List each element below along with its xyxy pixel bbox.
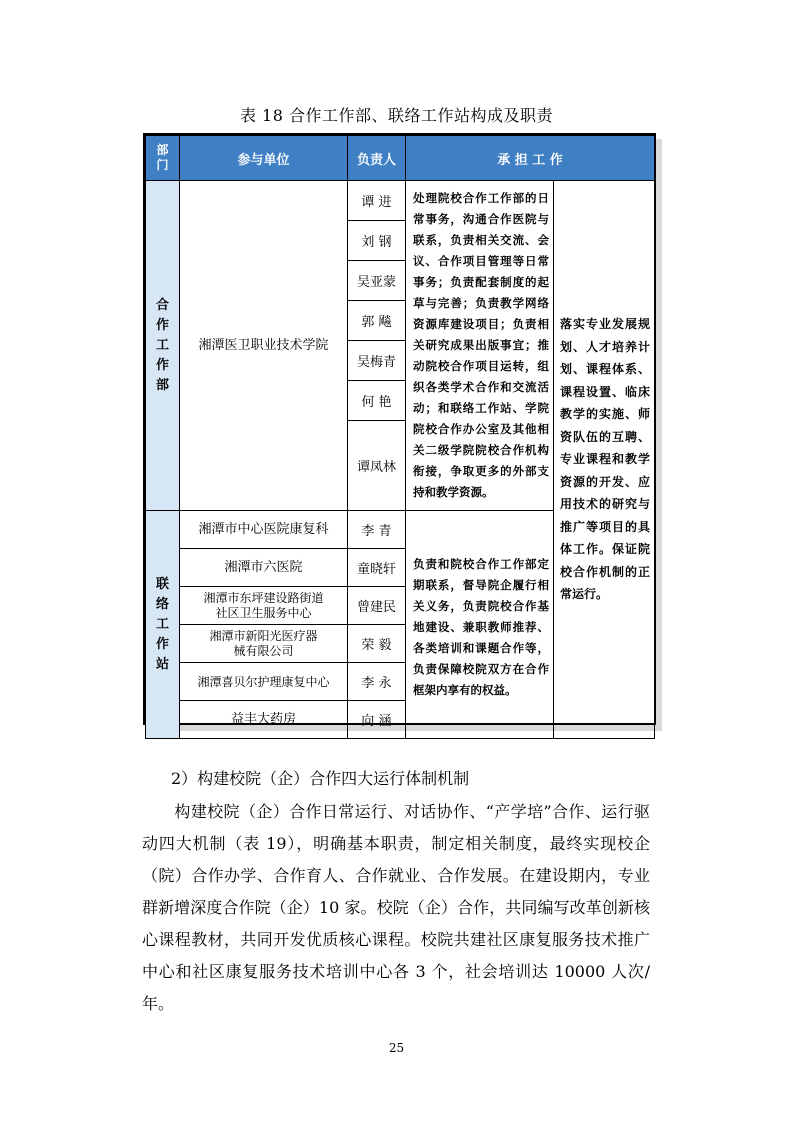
person-cell: 荣 毅 xyxy=(348,625,406,663)
person-cell: 曾建民 xyxy=(348,587,406,625)
header-dept: 部门 xyxy=(146,136,180,181)
person-cell: 何 艳 xyxy=(348,381,406,421)
person-cell: 童晓轩 xyxy=(348,549,406,587)
section-heading: 2）构建校院（企）合作四大运行体制机制 xyxy=(171,769,470,788)
page-number: 25 xyxy=(388,1041,405,1055)
person-cell: 郭 飚 xyxy=(348,301,406,341)
common-duty-cell: 落实专业发展规划、人才培养计划、课程体系、课程设置、临床教学的实施、师资队伍的互聘、专业课程和教学资源的开发、应用技术的研究与推广等项目的具体工作。保证院校合作机制的正常运行。 xyxy=(554,181,655,739)
person-cell: 谭 进 xyxy=(348,181,406,221)
dept-liaison: 联络工作站 xyxy=(146,511,180,739)
unit-cell: 湘潭医卫职业技术学院 xyxy=(180,181,348,511)
header-unit: 参与单位 xyxy=(180,136,348,181)
person-cell: 谭凤林 xyxy=(348,421,406,511)
unit-cell: 湘潭市东坪建设路街道社区卫生服务中心 xyxy=(180,587,348,625)
paragraph-text: 构建校院（企）合作日常运行、对话协作、“产学培”合作、运行驱动四大机制（表 19），明确基本职责，制定相关制度，最终实现校企（院）合作办学、合作育人、合作就业、合作发展。在建设期内，专业群新增深度合作院（企）10 家。校院（企）合作，共同编写改革创新核心课程教材，共同开发优质核心课程。校院共建社区康复服务技术推广中心和社区康复服务技术培训中心各 3 个，社会培训达 10000 人次/年。 xyxy=(142,802,650,1013)
person-cell: 吴梅青 xyxy=(348,341,406,381)
cooperation-table xyxy=(143,133,656,729)
person-cell: 李 青 xyxy=(348,511,406,549)
body-paragraph xyxy=(142,796,650,1020)
table-caption: 表 18 合作工作部、联络工作站构成及职责 xyxy=(239,106,554,125)
unit-cell: 益丰大药房 xyxy=(180,701,348,739)
header-person: 负责人 xyxy=(348,136,406,181)
unit-cell: 湘潭市六医院 xyxy=(180,549,348,587)
dept-cooperation: 合作工作部 xyxy=(146,181,180,511)
header-duty: 承 担 工 作 xyxy=(406,136,655,181)
unit-cell: 湘潭市新阳光医疗器械有限公司 xyxy=(180,625,348,663)
person-cell: 向 涵 xyxy=(348,701,406,739)
duty-cell-liaison: 负责和院校合作工作部定期联系，督导院企履行相关义务，负责院校合作基地建设、兼职教师推荐、各类培训和课题合作等，负责保障校院双方在合作框架内享有的权益。 xyxy=(406,511,554,739)
duty-cell-cooperation: 处理院校合作工作部的日常事务，沟通合作医院与联系，负责相关交流、会议、合作项目管理等日常事务；负责配套制度的起草与完善；负责教学网络资源库建设项目；负责相关研究成果出版事宜；推动院校合作项目运转，组织各类学术合作和交流活动；和联络工作站、学院院校合作办公室及其他相关二级学院院校合作机构衔接，争取更多的外部支持和教学资源。 xyxy=(406,181,554,511)
unit-cell: 湘潭市中心医院康复科 xyxy=(180,511,348,549)
person-cell: 刘 钢 xyxy=(348,221,406,261)
person-cell: 李 永 xyxy=(348,663,406,701)
person-cell: 吴亚蒙 xyxy=(348,261,406,301)
unit-cell: 湘潭喜贝尔护理康复中心 xyxy=(180,663,348,701)
